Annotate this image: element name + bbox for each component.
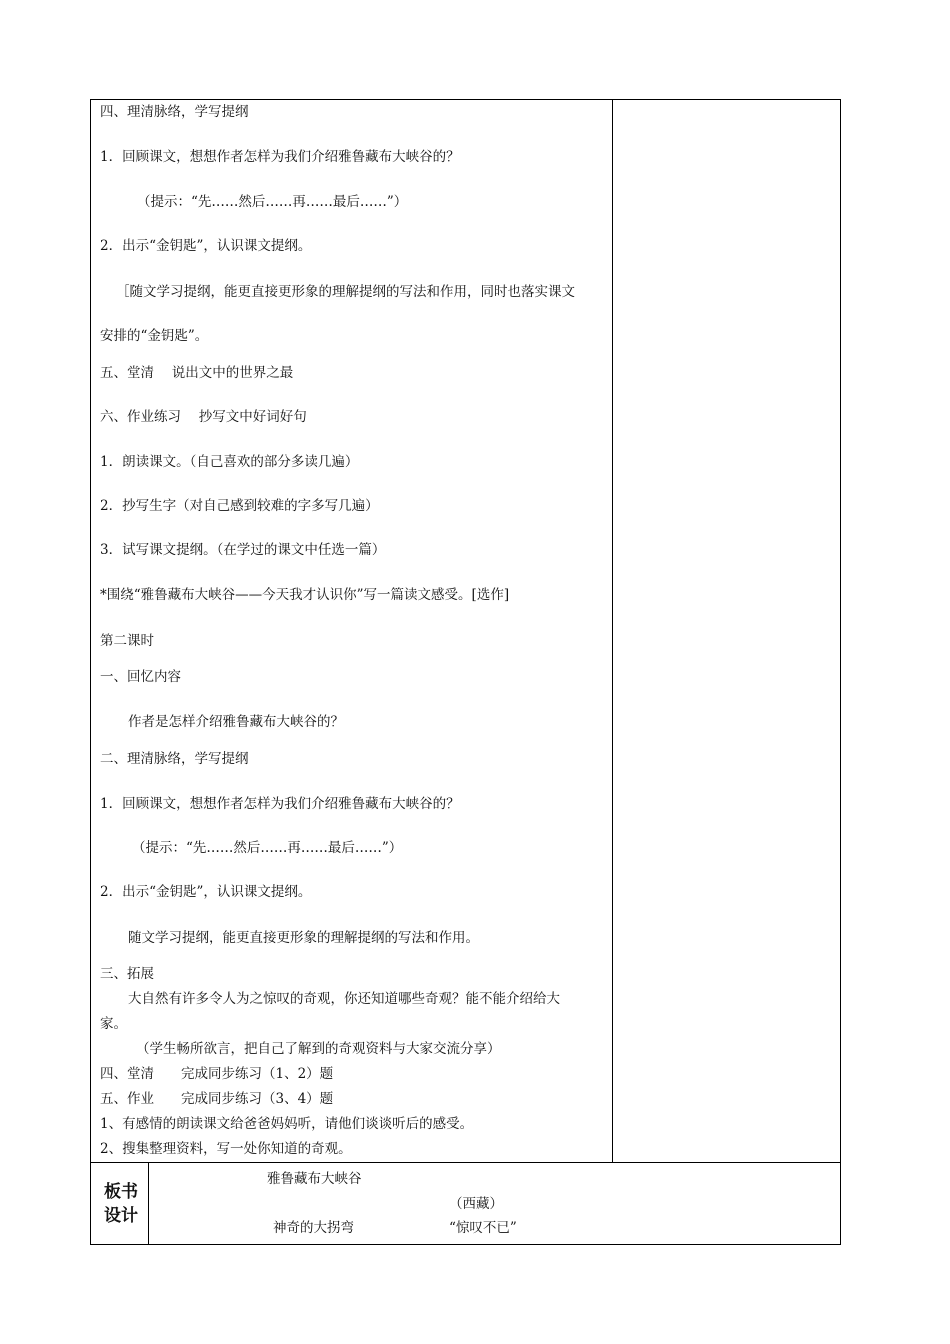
section-divider (91, 1162, 840, 1163)
content-line: 五、堂清 说出文中的世界之最 (100, 365, 294, 381)
board-label (99, 1180, 143, 1228)
content-line: 2．出示“金钥匙”，认识课文提纲。 (100, 238, 312, 254)
content-line: 三、拓展 (100, 966, 154, 982)
content-line: 1．朗读课文。（自己喜欢的部分多读几遍） (100, 454, 359, 470)
content-line: 四、堂清 完成同步练习（1、2）题 (100, 1066, 334, 1082)
content-line: 一、回忆内容 (100, 669, 181, 685)
content-line: 作者是怎样介绍雅鲁藏布大峡谷的？ (128, 714, 344, 730)
content-line: 1．回顾课文，想想作者怎样为我们介绍雅鲁藏布大峡谷的？ (100, 796, 460, 812)
content-line: 1、有感情的朗读课文给爸爸妈妈听，请他们谈谈听后的感受。 (100, 1116, 474, 1132)
board-title: 雅鲁藏布大峡谷 (267, 1171, 362, 1187)
board-feeling: “惊叹不已” (449, 1220, 517, 1236)
content-line: ［随文学习提纲，能更直接更形象的理解提纲的写法和作用，同时也落实课文 (116, 284, 575, 300)
board-region: （西藏） (449, 1196, 503, 1212)
content-line: 六、作业练习 抄写文中好词好句 (100, 409, 307, 425)
content-line: （学生畅所欲言，把自己了解到的奇观资料与大家交流分享） (136, 1041, 501, 1057)
content-line: 1．回顾课文，想想作者怎样为我们介绍雅鲁藏布大峡谷的？ (100, 149, 460, 165)
content-line: 四、理清脉络，学写提纲 (100, 104, 249, 120)
content-line: 二、理清脉络，学写提纲 (100, 751, 249, 767)
content-line: 随文学习提纲，能更直接更形象的理解提纲的写法和作用。 (128, 930, 479, 946)
lesson-plan-table (90, 99, 841, 1245)
content-line: （提示：“先……然后……再……最后……”） (137, 194, 408, 210)
content-line: 大自然有许多令人为之惊叹的奇观，你还知道哪些奇观？能不能介绍给大 (128, 991, 560, 1007)
content-line: 第二课时 (100, 633, 154, 649)
content-line: 2、搜集整理资料，写一处你知道的奇观。 (100, 1141, 352, 1157)
column-divider (612, 100, 613, 1162)
content-line: 家。 (100, 1016, 127, 1032)
board-point: 神奇的大拐弯 (273, 1220, 354, 1236)
content-line: *围绕“雅鲁藏布大峡谷——今天我才认识你”写一篇读文感受。[选作] (100, 587, 510, 603)
content-line: 五、作业 完成同步练习（3、4）题 (100, 1091, 334, 1107)
board-label-divider (148, 1162, 149, 1244)
content-line: 3．试写课文提纲。（在学过的课文中任选一篇） (100, 542, 386, 558)
content-line: 2．出示“金钥匙”，认识课文提纲。 (100, 884, 312, 900)
board-label-line1: 板书 (104, 1182, 138, 1202)
content-line: 2．抄写生字（对自己感到较难的字多写几遍） (100, 498, 379, 514)
board-label-line2: 设计 (104, 1206, 138, 1226)
content-line: （提示：“先……然后……再……最后……”） (132, 840, 403, 856)
content-line: 安排的“金钥匙”。 (100, 328, 209, 344)
